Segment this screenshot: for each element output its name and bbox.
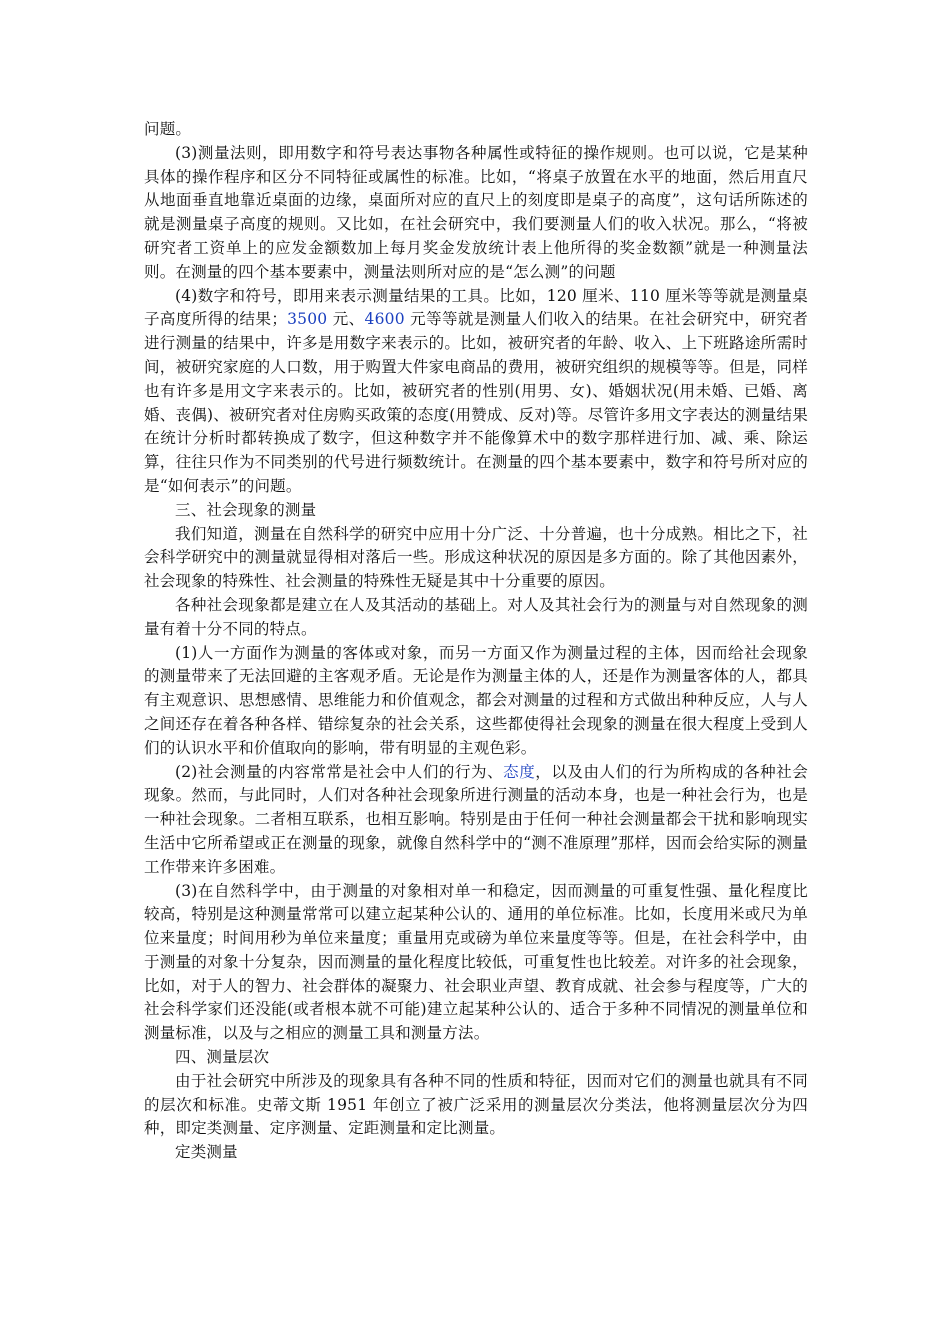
paragraph-social-phenomena-basis: 各种社会现象都是建立在人及其活动的基础上。对人及其社会行为的测量与对自然现象的测量有着十分不同的特点。 bbox=[144, 595, 808, 638]
document-page bbox=[144, 118, 808, 1165]
paragraph-natural-vs-social: 我们知道，测量在自然科学的研究中应用十分广泛、十分普遍，也十分成熟。相比之下，社会科学研究中的测量就显得相对落后一些。形成这种状况的原因是多方面的。除了其他因素外，社会现象的特殊性、社会测量的特殊性无疑是其中十分重要的原因。 bbox=[144, 524, 808, 591]
section-heading-measurement-levels: 四、测量层次 bbox=[175, 1048, 270, 1067]
paragraph-continuation: 问题。 bbox=[144, 120, 192, 138]
paragraph-point-2: (2)社会测量的内容常常是社会中人们的行为、态度，以及由人们的行为所构成的各种社会现象。然而，与此同时，人们对各种社会现象所进行测量的活动本身，也是一种社会行为，也是一种社会现象。二者相互联系，也相互影响。特别是由于任何一种社会测量都会干扰和影响现实生活中它所希望或正在测量的现象，就像自然科学中的“测不准原理”那样，因而会给实际的测量工作带来许多困难。 bbox=[144, 762, 809, 876]
paragraph-levels-intro: 由于社会研究中所涉及的现象具有各种不同的性质和特征，因而对它们的测量也就具有不同的层次和标准。史蒂文斯 1951 年创立了被广泛采用的测量层次分类法，他将测量层次分为四种，即定类测量、定序测量、定距测量和定比测量。 bbox=[144, 1071, 808, 1138]
paragraph-measurement-rules: (3)测量法则，即用数字和符号表达事物各种属性或特征的操作规则。也可以说，它是某种具体的操作程序和区分不同特征或属性的标准。比如，“将桌子放置在水平的地面，然后用直尺从地面垂直地靠近桌面的边缘，桌面所对应的直尺上的刻度即是桌子的高度”，这句话所陈述的就是测量桌子高度的规则。又比如，在社会研究中，我们要测量人们的收入状况。那么，“将被研究者工资单上的应发金额数加上每月奖金发放统计表上他所得的奖金数额”就是一种测量法则。在测量的四个基本要素中，测量法则所对应的是“怎么测”的问题 bbox=[144, 143, 808, 281]
subheading-nominal-measurement: 定类测量 bbox=[175, 1143, 238, 1162]
link-3500[interactable]: 3500 bbox=[287, 310, 328, 329]
section-heading-social-measurement: 三、社会现象的测量 bbox=[175, 500, 317, 519]
paragraph-point-1: (1)人一方面作为测量的客体或对象，而另一方面又作为测量过程的主体，因而给社会现象的测量带来了无法回避的主客观矛盾。无论是作为测量主体的人，还是作为测量客体的人，都具有主观意识、思想感情、思维能力和价值观念，都会对测量的过程和方式做出种种反应，人与人之间还存在着各种各样、错综复杂的社会关系，这些都使得社会现象的测量在很大程度上受到人们的认识水平和价值取向的影响，带有明显的主观色彩。 bbox=[144, 643, 808, 757]
paragraph-numbers-and-symbols: (4)数字和符号，即用来表示测量结果的工具。比如，120 厘米、110 厘米等等就是测量桌子高度所得的结果；3500 元、4600 元等等就是测量人们收入的结果。在社会研究中，研究者进行测量的结果中，许多是用数字来表示的。比如，被研究者的年龄、收入、上下班路途所需时间，被研究家庭的人口数，用于购置大件家电商品的费用，被研究组织的规模等等。但是，同样也有许多是用文字来表示的。比如，被研究者的性别(用男、女)、婚姻状况(用未婚、已婚、离婚、丧偶)、被研究者对住房购买政策的态度(用赞成、反对)等。尽管许多用文字表达的测量结果在统计分析时都转换成了数字，但这种数字并不能像算术中的数字那样进行加、减、乘、除运算，往往只作为不同类别的代号进行频数统计。在测量的四个基本要素中，数字和符号所对应的是“如何表示”的问题。 bbox=[144, 286, 808, 495]
paragraph-point-3: (3)在自然科学中，由于测量的对象相对单一和稳定，因而测量的可重复性强、量化程度比较高，特别是这种测量常常可以建立起某种公认的、通用的单位标准。比如，长度用米或尺为单位来量度；时间用秒为单位来量度；重量用克或磅为单位来量度等等。但是，在社会科学中，由于测量的对象十分复杂，因而测量的量化程度比较低，可重复性也比较差。对许多的社会现象，比如，对于人的智力、社会群体的凝聚力、社会职业声望、教育成就、社会参与程度等，广大的社会科学家们还没能(或者根本就不可能)建立起某种公认的、适合于多种不同情况的测量单位和测量标准，以及与之相应的测量工具和测量方法。 bbox=[144, 881, 808, 1043]
link-4600[interactable]: 4600 bbox=[364, 310, 405, 329]
link-attitude[interactable]: 态度 bbox=[503, 762, 536, 781]
